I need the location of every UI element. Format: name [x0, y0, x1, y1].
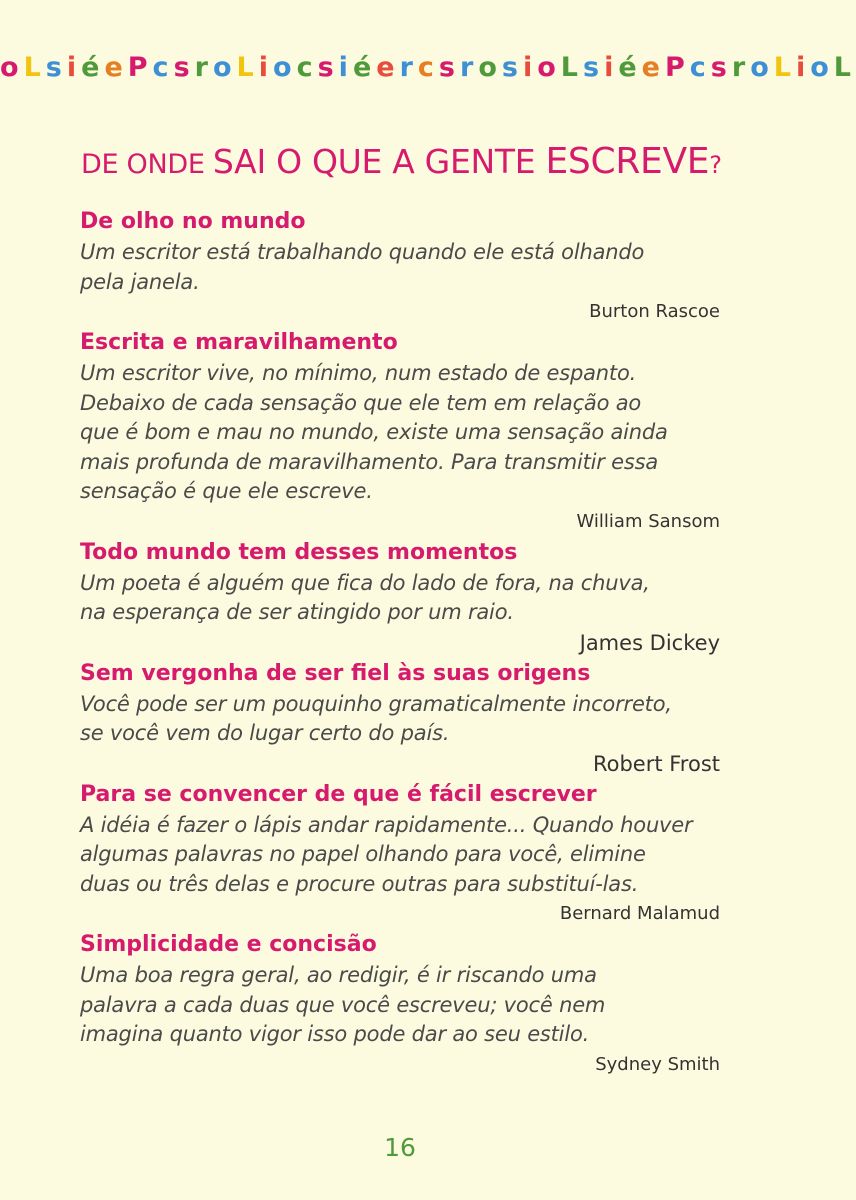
quote-heading: De olho no mundo — [80, 209, 306, 234]
quote-block — [80, 537, 720, 658]
border-letter: o — [0, 52, 19, 83]
quote-text: Um escritor está trabalhando quando ele está olhando pela janela. — [80, 240, 645, 294]
border-letter: s — [317, 52, 334, 83]
quote-text: Uma boa regra geral, ao redigir, é ir riscando uma palavra a cada duas que você escreveu; você nem imagina quanto vigor isso pode dar ao seu estilo. — [80, 963, 606, 1046]
quote-block — [80, 327, 720, 537]
quotes-list — [80, 206, 720, 1080]
border-letter: r — [194, 52, 208, 83]
quote-text: Você pode ser um pouquinho gramaticalmente incorreto, se você vem do lugar certo do país. — [80, 691, 672, 745]
page-number: 16 — [384, 1133, 416, 1162]
quote-author: William Sansom — [576, 510, 720, 532]
quote-text: Um poeta é alguém que fica do lado de fora, na chuva, na esperança de ser atingido por um raio. — [80, 570, 650, 624]
border-letter: i — [338, 52, 348, 83]
border-letter: L — [560, 52, 578, 83]
border-letter: L — [773, 52, 791, 83]
quote-author: Robert Frost — [592, 751, 720, 776]
quote-author: Burton Rascoe — [589, 301, 720, 322]
title-part-1: DE ONDE — [81, 149, 213, 180]
border-letter: o — [750, 52, 769, 83]
border-letter: L — [23, 52, 41, 83]
quote-heading: Escrita e maravilhamento — [80, 330, 398, 355]
border-letter: é — [81, 52, 100, 83]
border-letter: é — [618, 52, 637, 83]
border-letter: o — [478, 52, 497, 83]
border-letter: P — [664, 52, 685, 83]
border-letter: c — [152, 52, 169, 83]
border-letter: i — [795, 52, 806, 83]
border-letter: e — [376, 52, 395, 83]
border-letter: s — [583, 52, 600, 83]
quote-text: Um escritor vive, no mínimo, num estado de espanto. Debaixo de cada sensação que ele tem em relação ao que é bom e mau no mundo, existe uma sensação ainda mais profunda de maravilhamento. Para transmitir essa sensação é que ele escreve. — [80, 361, 668, 503]
border-letter: o — [273, 52, 292, 83]
quote-text: A idéia é fazer o lápis andar rapidamente... Quando houver algumas palavras no papel olhando para você, elimine duas ou três delas e procure outras para substituí-las. — [80, 812, 693, 896]
border-letter: s — [173, 52, 190, 83]
border-letter: r — [731, 52, 746, 83]
quote-author: Bernard Malamud — [559, 903, 720, 924]
quote-heading: Simplicidade e concisão — [80, 932, 377, 957]
quote-heading: Sem vergonha de ser fiel às suas origens — [80, 660, 591, 686]
quote-author: Sydney Smith — [595, 1053, 720, 1075]
border-letter: c — [689, 52, 706, 83]
page-title — [81, 140, 722, 187]
border-letter: c — [417, 52, 434, 83]
border-letter: o — [212, 52, 232, 83]
border-letter: i — [604, 52, 614, 83]
quote-block — [80, 779, 720, 930]
border-letter: o — [810, 52, 829, 83]
border-letter: r — [459, 52, 474, 83]
title-part-4: ? — [709, 151, 722, 179]
border-letter: r — [399, 52, 413, 83]
border-letter: s — [501, 52, 518, 83]
quote-block — [80, 929, 720, 1080]
border-letter: P — [127, 52, 148, 83]
border-letter: i — [522, 52, 533, 83]
border-letter: e — [104, 52, 123, 83]
quote-block — [80, 658, 720, 779]
border-letter: é — [352, 52, 372, 83]
border-letter: s — [438, 52, 455, 83]
quote-block — [80, 206, 720, 327]
quote-author: James Dickey — [579, 630, 720, 655]
border-letter: c — [296, 52, 313, 83]
border-letter: s — [45, 52, 62, 83]
border-letter: o — [537, 52, 556, 83]
title-part-2: SAI O QUE A GENTE — [212, 142, 546, 181]
decorative-letter-border — [0, 48, 852, 88]
border-letter: s — [710, 52, 727, 83]
border-letter: L — [236, 52, 254, 83]
border-letter: i — [66, 52, 77, 83]
border-letter: e — [641, 52, 660, 83]
quote-heading: Para se convencer de que é fácil escrever — [80, 781, 597, 807]
title-part-3: ESCREVE — [545, 141, 710, 182]
border-letter: L — [833, 52, 852, 83]
quote-heading: Todo mundo tem desses momentos — [80, 539, 518, 565]
border-letter: i — [258, 52, 269, 83]
